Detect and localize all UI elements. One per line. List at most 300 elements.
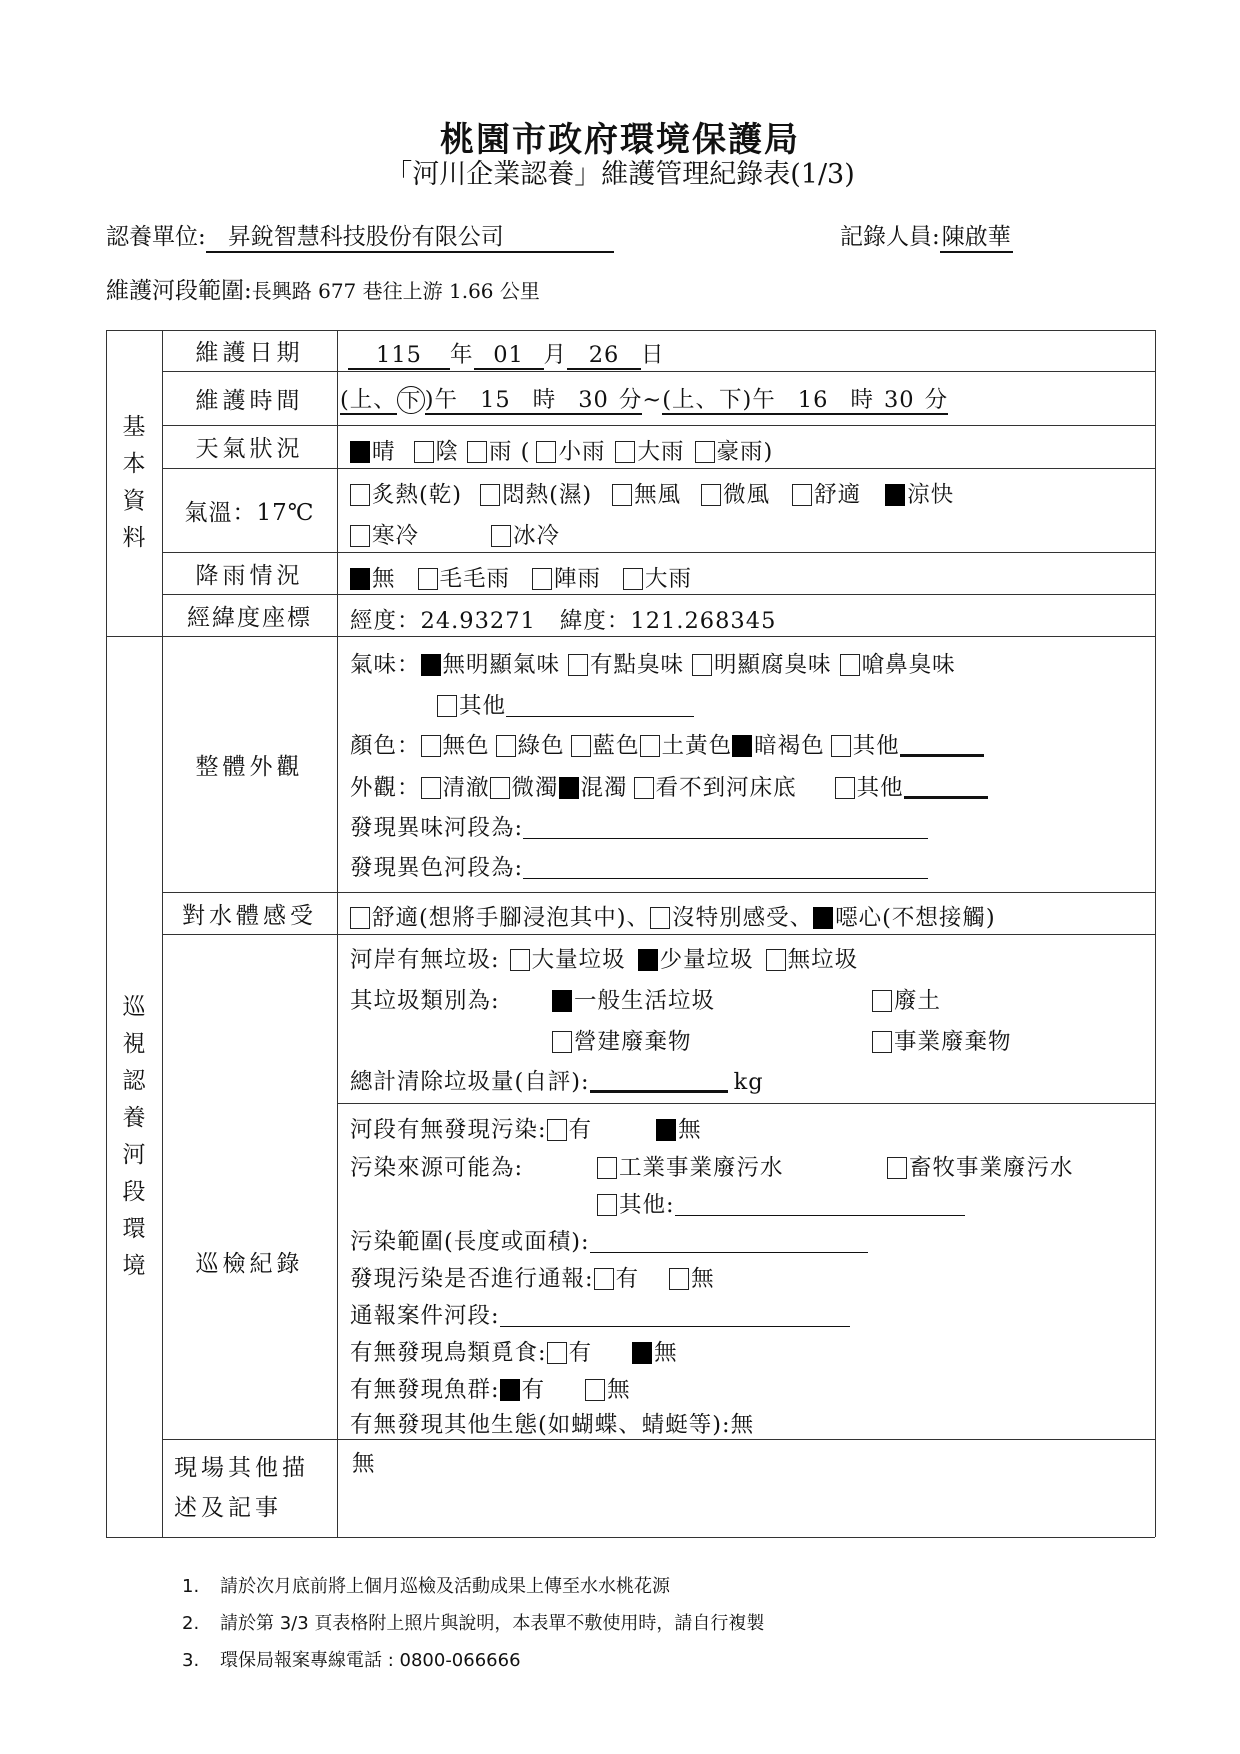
form-title: 「河川企業認養」維護管理紀錄表(1/3) — [385, 159, 855, 190]
remarks-value[interactable]: 無 — [352, 1451, 376, 1477]
end-minute[interactable]: 30 — [883, 387, 915, 413]
trash-type-option[interactable] — [872, 1024, 1012, 1056]
rain-options — [350, 561, 692, 593]
checkbox-label: 嗆鼻臭味 — [861, 652, 956, 678]
lng-value[interactable]: 24.93271 — [420, 608, 536, 634]
checkbox-label: 無 — [654, 1340, 678, 1366]
month-unit: 月 — [543, 342, 568, 368]
time-value-row — [340, 382, 948, 414]
checkbox-unchecked[interactable] — [701, 484, 721, 506]
checkbox-label: 悶熱(濕) — [502, 482, 593, 508]
checkbox-option[interactable] — [792, 482, 885, 508]
checkbox-label: 無色 — [442, 733, 490, 759]
section-label-char: 料 — [122, 525, 146, 551]
recorder-row — [840, 218, 1013, 253]
odor-row — [350, 647, 956, 679]
checkbox-label: 寒冷 — [372, 523, 420, 549]
checkbox-unchecked[interactable] — [437, 695, 457, 717]
rain-label: 降雨情況 — [195, 562, 304, 589]
start-ampm-selected[interactable]: 下 — [397, 386, 425, 414]
look-options — [421, 775, 904, 801]
checkbox-option[interactable] — [615, 439, 694, 465]
time-label: 維護時間 — [195, 387, 304, 414]
odor-label: 氣味： — [350, 652, 421, 678]
checkbox-option[interactable] — [813, 905, 996, 931]
checkbox-option[interactable] — [623, 566, 692, 592]
odor-other-option — [437, 693, 506, 719]
checkbox-unchecked[interactable] — [872, 1031, 892, 1053]
checkbox-option[interactable] — [536, 439, 615, 465]
trash-row — [350, 942, 858, 974]
checkbox-unchecked[interactable] — [669, 1268, 689, 1290]
temperature-label: 氣溫：17℃ — [184, 499, 315, 526]
checkbox-label: 明顯腐臭味 — [714, 652, 832, 678]
report-segment-row — [350, 1298, 850, 1330]
trash-amount-unit: kg — [733, 1069, 764, 1095]
checkbox-label: 無垃圾 — [787, 947, 859, 973]
odd-odor-input[interactable] — [523, 816, 928, 839]
coords-value-row — [350, 603, 776, 635]
checkbox-label: 炙熱(乾) — [372, 482, 463, 508]
checkbox-option[interactable] — [597, 1192, 675, 1218]
checkbox-unchecked[interactable] — [421, 777, 441, 799]
checkbox-unchecked[interactable] — [650, 907, 670, 929]
checkbox-label: 無風 — [634, 482, 682, 508]
trash-type-option[interactable] — [872, 983, 941, 1015]
section-label-char: 段 — [122, 1178, 146, 1205]
checkbox-label: 豪雨) — [716, 439, 774, 465]
date-value-row — [348, 337, 665, 370]
checkbox-option[interactable] — [571, 733, 640, 759]
checkbox-unchecked[interactable] — [831, 735, 851, 757]
checkbox-label: 雨 ( — [489, 439, 531, 465]
range-row — [106, 272, 540, 305]
source-other-option[interactable] — [597, 1192, 675, 1218]
section-label-char: 河 — [122, 1141, 146, 1168]
section-label-char: 境 — [122, 1252, 146, 1279]
col-divider — [337, 330, 338, 1537]
start-minute[interactable]: 30 — [578, 387, 609, 413]
table-border-right — [1155, 330, 1156, 1537]
checkbox-label: 無 — [678, 1117, 702, 1143]
remarks-label-line2: 述及記事 — [174, 1495, 282, 1521]
checkbox-option[interactable] — [491, 523, 560, 549]
checkbox-option[interactable] — [650, 905, 813, 931]
checkbox-option[interactable] — [692, 652, 840, 678]
checkbox-option[interactable] — [887, 1155, 1074, 1181]
checkbox-checked[interactable] — [350, 441, 370, 463]
checkbox-option[interactable] — [421, 775, 490, 801]
checkbox-label: 小雨 — [558, 439, 606, 465]
section-basic-label — [106, 330, 162, 636]
checkbox-option[interactable] — [872, 1029, 1012, 1055]
checkbox-option[interactable] — [421, 652, 569, 678]
checkbox-checked[interactable] — [732, 735, 752, 757]
hour-unit: 時 — [532, 387, 557, 413]
note-item — [182, 1572, 764, 1609]
checkbox-label: 無 — [607, 1377, 631, 1403]
year-unit: 年 — [450, 342, 474, 368]
checkbox-label: 大量垃圾 — [531, 947, 626, 973]
checkbox-option[interactable] — [414, 439, 468, 465]
checkbox-unchecked[interactable] — [490, 777, 510, 799]
checkbox-checked[interactable] — [638, 949, 658, 971]
look-label: 外觀： — [350, 775, 421, 801]
checkbox-unchecked[interactable] — [350, 484, 370, 506]
odor-other-row — [437, 688, 694, 720]
recorder-value[interactable]: 陳啟華 — [940, 218, 1013, 253]
note-text: 環保局報案專線電話 : 0800-066666 — [220, 1650, 521, 1671]
checkbox-option[interactable] — [872, 988, 941, 1014]
checkbox-unchecked[interactable] — [350, 907, 370, 929]
section-patrol-label — [106, 636, 162, 1537]
color-label: 顏色： — [350, 733, 421, 759]
note-text: 請於次月底前將上個月巡檢及活動成果上傳至水水桃花源 — [220, 1576, 670, 1597]
checkbox-label: 暗褐色 — [754, 733, 825, 759]
checkbox-unchecked[interactable] — [585, 1379, 605, 1401]
checkbox-unchecked[interactable] — [634, 777, 654, 799]
checkbox-label: 微風 — [723, 482, 771, 508]
checkbox-checked[interactable] — [421, 654, 441, 676]
trash-type-option[interactable] — [552, 983, 715, 1015]
odd-odor-label: 發現異味河段為: — [350, 815, 524, 841]
note-item — [182, 1646, 764, 1683]
checkbox-option[interactable] — [568, 652, 692, 678]
note-text: 請於第 3/3 頁表格附上照片與說明，本表單不敷使用時，請自行複製 — [220, 1613, 765, 1634]
time-range-separator: ~ — [642, 387, 663, 413]
checkbox-option[interactable] — [669, 1266, 715, 1292]
checkbox-unchecked[interactable] — [835, 777, 855, 799]
birds-label: 有無發現鳥類覓食: — [350, 1340, 547, 1366]
hour-unit: 時 — [850, 387, 874, 413]
note-number: 1. — [182, 1576, 200, 1597]
checkbox-label: 營建廢棄物 — [574, 1029, 692, 1055]
checkbox-option[interactable] — [496, 733, 571, 759]
checkbox-option[interactable] — [835, 775, 904, 801]
checkbox-unchecked[interactable] — [840, 654, 860, 676]
checkbox-option[interactable] — [350, 482, 480, 508]
checkbox-unchecked[interactable] — [597, 1157, 617, 1179]
checkbox-checked[interactable] — [885, 484, 905, 506]
section-label-char: 養 — [122, 1104, 146, 1131]
source-label: 污染來源可能為: — [350, 1155, 524, 1181]
checkbox-unchecked[interactable] — [421, 735, 441, 757]
minute-unit: 分 — [924, 387, 949, 413]
section-label-char: 視 — [122, 1030, 146, 1057]
source-other-input[interactable] — [675, 1193, 965, 1216]
checkbox-unchecked[interactable] — [536, 441, 556, 463]
extent-label: 污染範圍(長度或面積): — [350, 1229, 590, 1255]
checkbox-label: 陰 — [435, 439, 460, 465]
appearance-label: 整體外觀 — [195, 753, 304, 780]
color-row — [350, 728, 984, 760]
fish-label: 有無發現魚群: — [350, 1377, 500, 1403]
color-other-input[interactable] — [900, 732, 984, 757]
checkbox-option[interactable] — [350, 566, 418, 592]
section-label-char: 環 — [122, 1215, 146, 1242]
checkbox-option[interactable] — [695, 439, 774, 465]
checkbox-option[interactable] — [552, 988, 715, 1014]
table-border-bottom — [106, 1537, 1155, 1538]
lat-value[interactable]: 121.268345 — [630, 608, 777, 634]
checkbox-unchecked[interactable] — [414, 441, 434, 463]
checkbox-option[interactable] — [597, 1155, 784, 1181]
day-unit: 日 — [641, 342, 665, 368]
checkbox-option[interactable] — [656, 1117, 702, 1143]
temperature-options-row2 — [350, 518, 560, 550]
checkbox-option[interactable] — [640, 733, 733, 759]
trash-options — [510, 947, 859, 973]
odd-color-label: 發現異色河段為: — [350, 855, 524, 881]
checkbox-option[interactable] — [510, 947, 638, 973]
checkbox-unchecked[interactable] — [640, 735, 660, 757]
birds-row — [350, 1335, 678, 1367]
agency-title: 桃園市政府環境保護局 — [440, 120, 800, 160]
checkbox-label: 大雨 — [645, 566, 693, 592]
checkbox-option[interactable] — [437, 693, 506, 719]
feeling-label: 對水體感受 — [182, 902, 317, 929]
range-value: 長興路 677 巷往上游 1.66 公里 — [251, 279, 540, 303]
adopter-value[interactable]: 昇銳智慧科技股份有限公司 — [206, 218, 614, 253]
checkbox-option[interactable] — [701, 482, 792, 508]
checkbox-checked[interactable] — [656, 1119, 676, 1141]
checkbox-option[interactable] — [350, 523, 491, 549]
trash-type-label: 其垃圾類別為: — [350, 988, 500, 1014]
extent-input[interactable] — [590, 1230, 868, 1253]
checkbox-label: 晴 — [372, 439, 396, 465]
checkbox-option[interactable] — [552, 1029, 692, 1055]
checkbox-unchecked[interactable] — [597, 1194, 617, 1216]
checkbox-unchecked[interactable] — [766, 949, 786, 971]
date-day[interactable]: 26 — [567, 342, 641, 370]
checkbox-unchecked[interactable] — [496, 735, 516, 757]
checkbox-unchecked[interactable] — [872, 990, 892, 1012]
note-number: 3. — [182, 1650, 200, 1671]
odd-odor-row — [350, 810, 928, 842]
checkbox-label: 少量垃圾 — [659, 947, 754, 973]
checkbox-option[interactable] — [421, 733, 496, 759]
checkbox-unchecked[interactable] — [623, 568, 643, 590]
checkbox-unchecked[interactable] — [418, 568, 438, 590]
fish-row — [350, 1372, 631, 1404]
checkbox-option[interactable] — [585, 1377, 631, 1403]
checkbox-unchecked[interactable] — [547, 1119, 567, 1141]
end-hour[interactable]: 16 — [797, 387, 829, 413]
start-ampm-prefix: (上、 — [340, 387, 397, 413]
checkbox-option[interactable] — [350, 439, 414, 465]
checkbox-checked[interactable] — [813, 907, 833, 929]
remarks-label — [162, 1439, 337, 1537]
notes-list — [182, 1572, 764, 1683]
checkbox-label: 冰冷 — [513, 523, 561, 549]
date-year[interactable]: 115 — [348, 342, 450, 370]
checkbox-option[interactable] — [547, 1117, 657, 1143]
other-eco-label: 有無發現其他生態(如蝴蝶、蜻蜓等): — [350, 1412, 731, 1438]
checkbox-checked[interactable] — [559, 777, 579, 799]
checkbox-option[interactable] — [632, 1340, 678, 1366]
checkbox-label: 土黃色 — [661, 733, 733, 759]
checkbox-label: 舒適 — [814, 482, 862, 508]
checkbox-label: 有 — [568, 1117, 593, 1143]
trash-amount-label: 總計清除垃圾量(自評): — [350, 1069, 590, 1095]
checkbox-label: 其他 — [459, 693, 507, 719]
checkbox-option[interactable] — [467, 439, 536, 465]
recorder-label: 記錄人員: — [840, 224, 940, 250]
checkbox-label: 舒適(想將手腳浸泡其中)、 — [372, 905, 651, 931]
checkbox-option[interactable] — [594, 1266, 670, 1292]
range-label: 維護河段範圍: — [106, 278, 252, 304]
checkbox-option[interactable] — [885, 482, 954, 508]
odor-other-input[interactable] — [506, 694, 694, 717]
checkbox-unchecked[interactable] — [571, 735, 591, 757]
source-other-row — [597, 1187, 965, 1219]
odor-options — [421, 652, 956, 678]
row-divider — [337, 1103, 1155, 1104]
other-eco-row — [350, 1407, 754, 1439]
report-segment-label: 通報案件河段: — [350, 1303, 500, 1329]
trash-label: 河岸有無垃圾: — [350, 947, 500, 973]
checkbox-label: 綠色 — [517, 733, 565, 759]
checkbox-label: 工業事業廢污水 — [619, 1155, 784, 1181]
adopter-row — [106, 218, 614, 253]
trash-type-row — [350, 983, 500, 1015]
checkbox-unchecked[interactable] — [612, 484, 632, 506]
checkbox-option[interactable] — [350, 905, 650, 931]
checkbox-option[interactable] — [490, 775, 559, 801]
checkbox-label: 畜牧事業廢污水 — [909, 1155, 1074, 1181]
note-number: 2. — [182, 1613, 200, 1634]
checkbox-unchecked[interactable] — [568, 654, 588, 676]
checkbox-label: 混濁 — [580, 775, 628, 801]
checkbox-label: 無明顯氣味 — [442, 652, 561, 678]
feeling-options — [350, 900, 996, 932]
checkbox-option[interactable] — [732, 733, 831, 759]
trash-type-option[interactable] — [552, 1024, 692, 1056]
lng-label: 經度： — [350, 608, 421, 634]
look-other-input[interactable] — [904, 774, 988, 799]
source-option[interactable] — [597, 1150, 784, 1182]
checkbox-label: 藍色 — [592, 733, 640, 759]
checkbox-label: 無 — [691, 1266, 715, 1292]
checkbox-label: 有 — [521, 1377, 546, 1403]
checkbox-label: 有 — [568, 1340, 593, 1366]
section-label-char: 資 — [122, 488, 146, 514]
checkbox-option[interactable] — [500, 1377, 586, 1403]
source-row — [350, 1150, 523, 1182]
weather-options — [350, 434, 773, 466]
checkbox-unchecked[interactable] — [510, 949, 530, 971]
weather-label: 天氣狀況 — [195, 436, 304, 462]
checkbox-option[interactable] — [559, 775, 634, 801]
checkbox-option[interactable] — [634, 775, 835, 801]
odd-color-input[interactable] — [523, 856, 928, 879]
checkbox-option[interactable] — [418, 566, 533, 592]
report-options — [594, 1266, 715, 1292]
checkbox-unchecked[interactable] — [887, 1157, 907, 1179]
pollution-row — [350, 1112, 702, 1144]
checkbox-option[interactable] — [480, 482, 612, 508]
checkbox-checked[interactable] — [350, 568, 370, 590]
coords-label: 經緯度座標 — [187, 604, 312, 631]
section-label-char: 基 — [122, 414, 146, 440]
note-item — [182, 1609, 764, 1646]
checkbox-label: 無 — [372, 566, 396, 592]
checkbox-option[interactable] — [532, 566, 623, 592]
trash-amount-input[interactable] — [590, 1068, 728, 1093]
checkbox-label: 有點臭味 — [590, 652, 685, 678]
checkbox-label: 其他 — [856, 775, 904, 801]
source-option[interactable] — [887, 1150, 1074, 1182]
checkbox-unchecked[interactable] — [594, 1268, 614, 1290]
checkbox-label: 其他 — [852, 733, 900, 759]
checkbox-unchecked[interactable] — [692, 654, 712, 676]
checkbox-unchecked[interactable] — [467, 441, 487, 463]
checkbox-label: 其他: — [619, 1192, 675, 1218]
checkbox-checked[interactable] — [552, 990, 572, 1012]
checkbox-unchecked[interactable] — [491, 525, 511, 547]
date-label: 維護日期 — [195, 340, 304, 366]
checkbox-checked[interactable] — [632, 1342, 652, 1364]
pollution-options — [547, 1117, 702, 1143]
checkbox-unchecked[interactable] — [480, 484, 500, 506]
checkbox-unchecked[interactable] — [532, 568, 552, 590]
checkbox-checked[interactable] — [500, 1379, 520, 1401]
start-hour[interactable]: 15 — [480, 387, 511, 413]
start-noon-label: )午 — [424, 387, 459, 413]
adopter-label: 認養單位: — [106, 224, 206, 250]
checkbox-option[interactable] — [831, 733, 900, 759]
checkbox-label: 廢土 — [894, 988, 942, 1014]
extent-row — [350, 1224, 868, 1256]
checkbox-option[interactable] — [840, 652, 956, 678]
checkbox-label: 清澈 — [442, 775, 490, 801]
checkbox-label: 噁心(不想接觸) — [835, 905, 996, 931]
checkbox-label: 看不到河床底 — [655, 775, 797, 801]
lat-label: 緯度： — [559, 608, 631, 634]
date-month[interactable]: 01 — [474, 342, 544, 370]
checkbox-unchecked[interactable] — [547, 1342, 567, 1364]
checkbox-label: 毛毛雨 — [439, 566, 511, 592]
birds-options — [547, 1340, 678, 1366]
report-segment-input[interactable] — [500, 1304, 850, 1327]
checkbox-label: 一般生活垃圾 — [574, 988, 716, 1014]
checkbox-option[interactable] — [547, 1340, 633, 1366]
checkbox-unchecked[interactable] — [552, 1031, 572, 1053]
end-ampm[interactable]: (上、下)午 — [662, 387, 776, 413]
remarks-label-line1: 現場其他描 — [174, 1455, 309, 1481]
odd-color-row — [350, 850, 928, 882]
section-label-char: 巡 — [122, 993, 146, 1020]
section-label-char: 認 — [122, 1067, 146, 1094]
checkbox-unchecked[interactable] — [615, 441, 635, 463]
checkbox-label: 有 — [615, 1266, 640, 1292]
checkbox-label: 陣雨 — [554, 566, 602, 592]
other-eco-value[interactable]: 無 — [730, 1412, 755, 1438]
checkbox-option[interactable] — [638, 947, 766, 973]
checkbox-unchecked[interactable] — [792, 484, 812, 506]
inspection-label: 巡檢紀錄 — [195, 1251, 304, 1277]
minute-unit: 分 — [618, 387, 643, 413]
checkbox-unchecked[interactable] — [695, 441, 715, 463]
section-label-char: 本 — [122, 451, 146, 477]
checkbox-unchecked[interactable] — [350, 525, 370, 547]
checkbox-option[interactable] — [612, 482, 701, 508]
fish-options — [500, 1377, 631, 1403]
checkbox-label: 大雨 — [637, 439, 685, 465]
checkbox-label: 涼快 — [907, 482, 955, 508]
checkbox-option[interactable] — [766, 947, 859, 973]
temperature-options-row1 — [350, 477, 954, 509]
